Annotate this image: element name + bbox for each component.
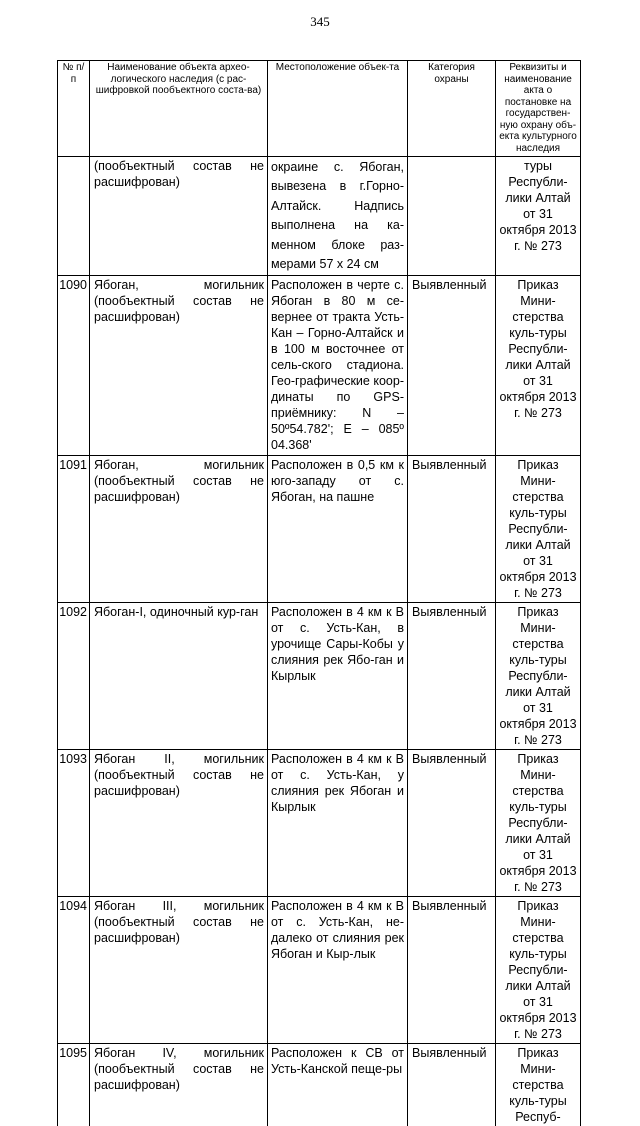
- row-location: Расположен в 4 км к В от с. Усть-Кан, у слияния рек Ябоган и Кырлык: [268, 750, 408, 897]
- table-row: [58, 1044, 581, 1126]
- row-document: Приказ Мини-стерства куль-туры Республи-лики Алтай от 31 октября 2013 г. № 273: [496, 603, 581, 750]
- table-row: [58, 157, 581, 276]
- page-number: 345: [310, 14, 330, 29]
- table-row: [58, 276, 581, 456]
- row-category: Выявленный: [408, 750, 496, 897]
- table-row: [58, 456, 581, 603]
- row-num: 1091: [58, 456, 90, 603]
- row-num: 1095: [58, 1044, 90, 1126]
- row-document: туры Республи-лики Алтай от 31 октября 2013 г. № 273: [496, 157, 581, 276]
- row-location: Расположен в 0,5 км к юго-западу от с. Ябоган, на пашне: [268, 456, 408, 603]
- row-name: Ябоган III, могильник (пообъектный состав не расшифрован): [90, 897, 268, 1044]
- row-location: окраине с. Ябоган, вывезена в г.Горно-Алтайск. Надпись выполнена на ка-менном блоке раз-мерами 57 х 24 см: [268, 157, 408, 276]
- row-document: Приказ Мини-стерства куль-туры Республи-лики Алтай от 31 октября 2013 г. № 273: [496, 456, 581, 603]
- header-num: № п/п: [58, 61, 90, 157]
- row-location: Расположен в 4 км к В от с. Усть-Кан, не-далеко от слияния рек Ябоган и Кыр-лык: [268, 897, 408, 1044]
- row-category: Выявленный: [408, 456, 496, 603]
- row-name: Ябоган IV, могильник (пообъектный состав не расшифрован): [90, 1044, 268, 1126]
- row-document: Приказ Мини-стерства куль-туры Республи-лики Алтай от 31 октября 2013 г. № 273: [496, 750, 581, 897]
- row-category: Выявленный: [408, 1044, 496, 1126]
- heritage-registry-table: [57, 60, 581, 1126]
- header-category: Категория охраны: [408, 61, 496, 157]
- header-location: Местоположение объек-та: [268, 61, 408, 157]
- row-category: Выявленный: [408, 603, 496, 750]
- row-document: Приказ Мини-стерства куль-туры Республи-лики Алтай от 31 октября 2013 г. № 273: [496, 276, 581, 456]
- row-location: Расположен в 4 км к В от с. Усть-Кан, в урочище Сары-Кобы у слияния рек Ябо-ган и Кырлык: [268, 603, 408, 750]
- header-document: Реквизиты и наименование акта о постановке на государствен-ную охрану объ-екта культурного наследия: [496, 61, 581, 157]
- row-num: [58, 157, 90, 276]
- row-document: Приказ Мини-стерства куль-туры Респуб-: [496, 1044, 581, 1126]
- row-num: 1093: [58, 750, 90, 897]
- row-name: Ябоган, могильник (пообъектный состав не расшифрован): [90, 456, 268, 603]
- row-location: Расположен в черте с. Ябоган в 80 м се-вернее от тракта Усть-Кан – Горно-Алтайск и в 100 м восточнее от сель-ского стадиона. Гео-графические коор-динаты по GPS-приёмнику: N – 50º54.782'; E – 085º 04.368': [268, 276, 408, 456]
- row-location: Расположен к СВ от Усть-Канской пеще-ры: [268, 1044, 408, 1126]
- row-document: Приказ Мини-стерства куль-туры Республи-лики Алтай от 31 октября 2013 г. № 273: [496, 897, 581, 1044]
- row-num: 1092: [58, 603, 90, 750]
- row-name: (пообъектный состав не расшифрован): [90, 157, 268, 276]
- header-name: Наименование объекта архео-логического наследия (с рас-шифровкой пообъектного соста-ва): [90, 61, 268, 157]
- table-row: [58, 897, 581, 1044]
- row-name: Ябоган, могильник (пообъектный состав не расшифрован): [90, 276, 268, 456]
- table-row: [58, 603, 581, 750]
- row-category: Выявленный: [408, 276, 496, 456]
- table-header-row: [58, 61, 581, 157]
- row-category: [408, 157, 496, 276]
- row-category: Выявленный: [408, 897, 496, 1044]
- row-num: 1090: [58, 276, 90, 456]
- row-name: Ябоган II, могильник (пообъектный состав не расшифрован): [90, 750, 268, 897]
- table-row: [58, 750, 581, 897]
- row-name: Ябоган-I, одиночный кур-ган: [90, 603, 268, 750]
- row-num: 1094: [58, 897, 90, 1044]
